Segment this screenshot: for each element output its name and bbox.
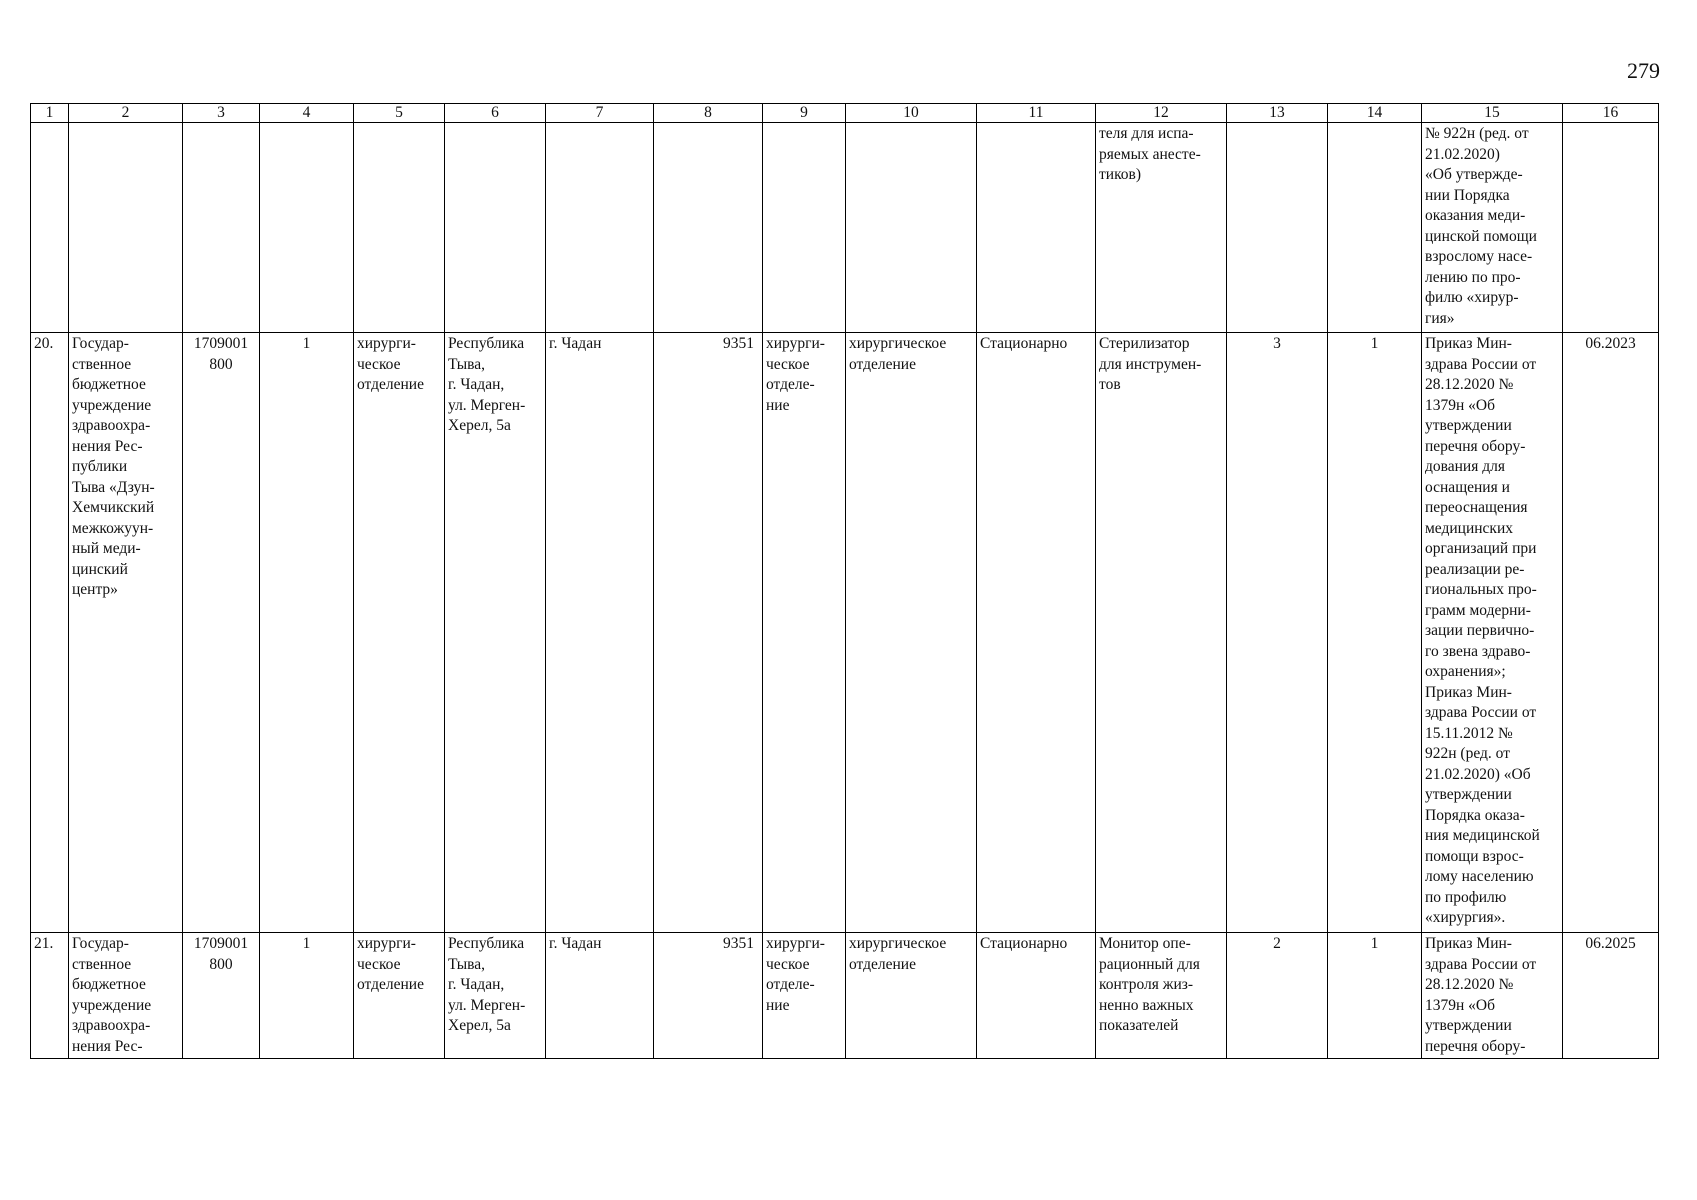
cell-col4: 1 xyxy=(260,933,354,1059)
cell-legal-basis: Приказ Мин- здрава России от 28.12.2020 № 1379н «Об утверждении перечня обору- xyxy=(1422,933,1563,1059)
header-cell: 9 xyxy=(763,104,846,123)
cell-locality: г. Чадан xyxy=(546,333,654,933)
cell-locality xyxy=(546,123,654,333)
cell-organization: Государ- ственное бюджетное учреждение здравоохра- нения Рес- xyxy=(69,933,183,1059)
cell-address xyxy=(445,123,546,333)
header-cell: 13 xyxy=(1227,104,1328,123)
cell-col14: 1 xyxy=(1328,333,1422,933)
cell-code xyxy=(183,123,260,333)
cell-date: 06.2025 xyxy=(1563,933,1659,1059)
cell-care-type: Стационарно xyxy=(977,333,1096,933)
cell-unit: хирурги- ческое отделе- ние xyxy=(763,333,846,933)
cell-col14: 1 xyxy=(1328,933,1422,1059)
cell-care-type xyxy=(977,123,1096,333)
cell-equipment: Монитор опе- рационный для контроля жиз- ненно важных показателей xyxy=(1096,933,1227,1059)
cell-address: Республика Тыва, г. Чадан, ул. Мерген- Херел, 5а xyxy=(445,933,546,1059)
header-cell: 4 xyxy=(260,104,354,123)
cell-equipment: теля для испа- ряемых анесте- тиков) xyxy=(1096,123,1227,333)
header-cell: 1 xyxy=(31,104,69,123)
table-row xyxy=(31,333,1659,933)
equipment-table xyxy=(30,103,1659,1059)
cell-code: 1709001 800 xyxy=(183,933,260,1059)
continuation-row xyxy=(31,123,1659,333)
cell-legal-basis: № 922н (ред. от 21.02.2020) «Об утвержде- нии Порядка оказания меди- цинской помощи взрослому насе- лению по про- филю «хирур- гия» xyxy=(1422,123,1563,333)
cell-date: 06.2023 xyxy=(1563,333,1659,933)
table-row xyxy=(31,933,1659,1059)
header-cell: 6 xyxy=(445,104,546,123)
cell-unit-name: хирургическое отделение xyxy=(846,333,977,933)
header-cell: 15 xyxy=(1422,104,1563,123)
cell-col4 xyxy=(260,123,354,333)
cell-row-number: 20. xyxy=(31,333,69,933)
cell-care-type: Стационарно xyxy=(977,933,1096,1059)
cell-department: хирурги- ческое отделение xyxy=(354,333,445,933)
header-cell: 10 xyxy=(846,104,977,123)
header-cell: 12 xyxy=(1096,104,1227,123)
cell-col8: 9351 xyxy=(654,333,763,933)
cell-department: хирурги- ческое отделение xyxy=(354,933,445,1059)
cell-col13: 3 xyxy=(1227,333,1328,933)
cell-locality: г. Чадан xyxy=(546,933,654,1059)
cell-unit-name: хирургическое отделение xyxy=(846,933,977,1059)
cell-address: Республика Тыва, г. Чадан, ул. Мерген- Херел, 5а xyxy=(445,333,546,933)
cell-department xyxy=(354,123,445,333)
cell-col13: 2 xyxy=(1227,933,1328,1059)
cell-code: 1709001 800 xyxy=(183,333,260,933)
header-cell: 3 xyxy=(183,104,260,123)
cell-row-number: 21. xyxy=(31,933,69,1059)
cell-col4: 1 xyxy=(260,333,354,933)
cell-row-number xyxy=(31,123,69,333)
cell-unit: хирурги- ческое отделе- ние xyxy=(763,933,846,1059)
header-cell: 8 xyxy=(654,104,763,123)
cell-col8: 9351 xyxy=(654,933,763,1059)
cell-col8 xyxy=(654,123,763,333)
cell-col14 xyxy=(1328,123,1422,333)
header-cell: 5 xyxy=(354,104,445,123)
cell-organization: Государ- ственное бюджетное учреждение здравоохра- нения Рес- публики Тыва «Дзун- Хемчикский межкожуун- ный меди- цинский центр» xyxy=(69,333,183,933)
cell-legal-basis: Приказ Мин- здрава России от 28.12.2020 № 1379н «Об утверждении перечня обору- дования для оснащения и переоснащения медицинских организаций при реализации ре- гиональных про- грамм модерни- зации первично- го звена здраво- охранения»; Приказ Мин- здрава России от 15.11.2012 № 922н (ред. от 21.02.2020) «Об утверждении Порядка оказа- ния медицинской помощи взрос- лому населению по профилю «хирургия». xyxy=(1422,333,1563,933)
header-cell: 2 xyxy=(69,104,183,123)
cell-unit-name xyxy=(846,123,977,333)
header-cell: 14 xyxy=(1328,104,1422,123)
header-cell: 11 xyxy=(977,104,1096,123)
cell-organization xyxy=(69,123,183,333)
cell-col13 xyxy=(1227,123,1328,333)
page-number: 279 xyxy=(1627,58,1660,83)
header-cell: 16 xyxy=(1563,104,1659,123)
cell-equipment: Стерилизатор для инструмен- тов xyxy=(1096,333,1227,933)
cell-date xyxy=(1563,123,1659,333)
column-number-header-row xyxy=(31,104,1659,123)
cell-unit xyxy=(763,123,846,333)
header-cell: 7 xyxy=(546,104,654,123)
